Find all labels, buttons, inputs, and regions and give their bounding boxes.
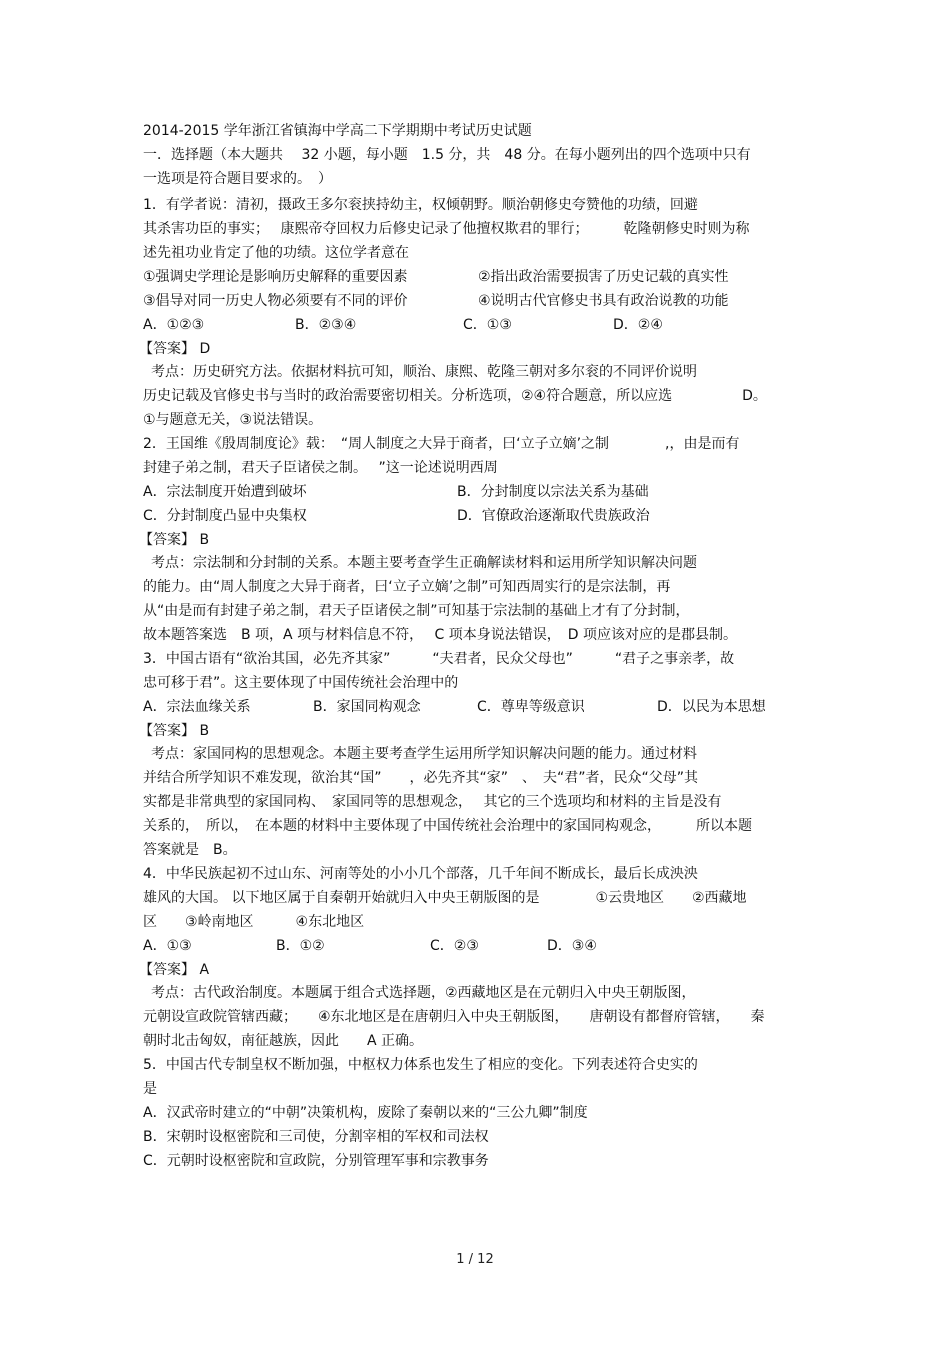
option-b: B．②③④ [295, 317, 357, 333]
option-a: A．宗法血缘关系 [143, 699, 251, 715]
answer-options-row [143, 504, 833, 528]
option-b: B．宋朝时设枢密院和三司使，分割宰相的军权和司法权 [143, 1129, 489, 1145]
answer-label: 【答案】 B [139, 723, 210, 739]
option-d: D．以民为本思想 [657, 699, 766, 715]
question-stem-line: 是 [143, 1081, 157, 1097]
option-c: C．元朝时设枢密院和宣政院，分别管理军事和宗教事务 [143, 1153, 489, 1169]
analysis-line: 朝时北击匈奴，南征越族，因此 A 正确。 [143, 1033, 424, 1049]
section-heading-line-1: 一．选择题（本大题共 32 小题，每小题 1.5 分，共 48 分。在每小题列出的四个选项中只有 [143, 147, 751, 163]
page-title: 2014-2015 学年浙江省镇海中学高二下学期期中考试历史试题 [143, 123, 532, 139]
analysis-line: 关系的， 所以， 在本题的材料中主要体现了中国传统社会治理中的家国同构观念， 所以本题 [143, 818, 752, 834]
option-a: A．①③ [143, 938, 192, 954]
question-1 [139, 193, 833, 432]
option-a: A．①②③ [143, 317, 205, 333]
question-stem-line: 区 ③岭南地区 ④东北地区 [143, 914, 365, 930]
analysis-line: ①与题意无关，③说法错误。 [143, 412, 323, 428]
statement-row [143, 289, 833, 313]
question-stem-line: 忠可移于君”。这主要体现了中国传统社会治理中的 [143, 675, 459, 691]
exam-page [139, 119, 833, 1173]
option-c: C．①③ [463, 317, 512, 333]
option-b: B．家国同构观念 [313, 699, 421, 715]
analysis-line: 并结合所学知识不难发现，欲治其“国” ，必先齐其“家” 、 夫“君”者，民众“父母”其 [143, 770, 699, 786]
answer-options-row [143, 695, 833, 719]
question-3 [139, 647, 833, 862]
question-stem-line: 3．中国古语有“欲治其国，必先齐其家” “夫君者，民众父母也” “君子之事亲孝，故 [143, 651, 735, 667]
question-stem-line: 封建子弟之制，君天子臣诸侯之制。 ”这一论述说明西周 [143, 460, 498, 476]
analysis-line: 故本题答案选 B 项，A 项与材料信息不符， C 项本身说法错误， D 项应该对应的是郡县制。 [143, 627, 737, 643]
option-b: B．①② [276, 938, 325, 954]
answer-options-row [143, 313, 833, 337]
statement-item: ①强调史学理论是影响历史解释的重要因素 [143, 269, 408, 285]
question-2 [139, 432, 833, 647]
statement-item: ③倡导对同一历史人物必须要有不同的评价 [143, 293, 408, 309]
answer-label: 【答案】 A [139, 962, 210, 978]
question-stem-line: 1．有学者说：清初，摄政王多尔衮挟持幼主，权倾朝野。顺治朝修史夸赞他的功绩，回避 [143, 197, 698, 213]
question-5 [143, 1053, 833, 1173]
option-b: B．分封制度以宗法关系为基础 [457, 484, 649, 500]
statement-item: ②指出政治需要损害了历史记载的真实性 [478, 269, 729, 285]
analysis-line: 的能力。由“周人制度之大异于商者，曰‘立子立嫡’之制”可知西周实行的是宗法制，再 [143, 579, 671, 595]
answer-label: 【答案】 D [139, 341, 211, 357]
section-heading-line-2: 一选项是符合题目要求的。 ） [143, 171, 332, 187]
question-stem-line: 5．中国古代专制皇权不断加强，中枢权力体系也发生了相应的变化。下列表述符合史实的 [143, 1057, 698, 1073]
analysis-line: 答案就是 B。 [143, 842, 237, 858]
analysis-line: 实都是非常典型的家国同构、 家国同等的思想观念， 其它的三个选项均和材料的主旨是没有 [143, 794, 722, 810]
statement-row [143, 265, 833, 289]
option-a: A．汉武帝时建立的“中朝”决策机构，废除了秦朝以来的“三公九卿”制度 [143, 1105, 588, 1121]
option-d: D．②④ [613, 317, 663, 333]
page-number: 1 / 12 [456, 1252, 494, 1267]
analysis-line: 考点：宗法制和分封制的关系。本题主要考查学生正确解读材料和运用所学知识解决问题 [151, 555, 697, 571]
analysis-line: 元朝设宣政院管辖西藏； ④东北地区是在唐朝归入中央王朝版图， 唐朝设有都督府管辖， 秦 [143, 1009, 765, 1025]
option-c: C．②③ [430, 938, 479, 954]
option-c: C．尊卑等级意识 [477, 699, 585, 715]
analysis-line: 考点：历史研究方法。依据材料抗可知，顺治、康熙、乾隆三朝对多尔衮的不同评价说明 [151, 364, 697, 380]
answer-options-row [143, 934, 833, 958]
analysis-line: 历史记载及官修史书与当时的政治需要密切相关。分析选项，②④符合题意，所以应选 D。 [143, 388, 767, 404]
answer-label: 【答案】 B [139, 532, 210, 548]
option-a: A．宗法制度开始遭到破坏 [143, 484, 307, 500]
statement-item: ④说明古代官修史书具有政治说教的功能 [478, 293, 729, 309]
analysis-line: 考点：家国同构的思想观念。本题主要考查学生运用所学知识解决问题的能力。通过材料 [151, 746, 697, 762]
option-c: C．分封制度凸显中央集权 [143, 508, 307, 524]
analysis-line: 从“由是而有封建子弟之制，君天子臣诸侯之制”可知基于宗法制的基础上才有了分封制， [143, 603, 690, 619]
option-d: D．官僚政治逐渐取代贵族政治 [457, 508, 650, 524]
question-stem-line: 述先祖功业肯定了他的功绩。这位学者意在 [143, 245, 409, 261]
question-stem-line: 雄风的大国。 以下地区属于自秦朝开始就归入中央王朝版图的是 ①云贵地区 ②西藏地 [143, 890, 747, 906]
question-stem-line: 4．中华民族起初不过山东、河南等处的小小几个部落，几千年间不断成长，最后长成泱泱 [143, 866, 698, 882]
question-4 [139, 862, 833, 1053]
answer-options-row [143, 480, 833, 504]
question-stem-line: 其杀害功臣的事实； 康熙帝夺回权力后修史记录了他擅权欺君的罪行； 乾隆朝修史时则为称 [143, 221, 750, 237]
question-stem-line: 2．王国维《殷周制度论》载： “周人制度之大异于商者，曰‘立子立嫡’之制 ,，由是而有 [143, 436, 740, 452]
option-d: D．③④ [547, 938, 597, 954]
analysis-line: 考点：古代政治制度。本题属于组合式选择题，②西藏地区是在元朝归入中央王朝版图， [151, 985, 696, 1001]
